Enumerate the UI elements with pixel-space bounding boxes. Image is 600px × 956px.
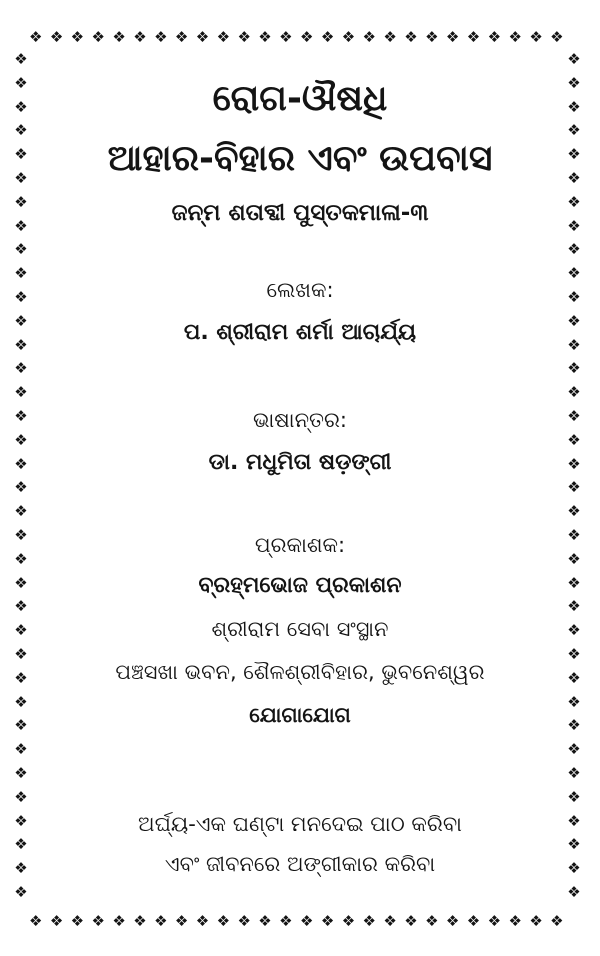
publisher-contact: ଯୋଗାଯୋଗ: [249, 703, 351, 727]
translator-label: ଭାଷାନ୍ତର:: [252, 408, 348, 432]
author-name: ପ. ଶ୍ରୀରାମ ଶର୍ମା ଆଚାର୍ଯ୍ୟ: [183, 320, 417, 345]
ornament-border-left: ❖ ❖ ❖ ❖ ❖ ❖ ❖ ❖ ❖ ❖ ❖ ❖ ❖ ❖ ❖ ❖ ❖ ❖ ❖ ❖ ❖ ❖ ❖ ❖ ❖ ❖ ❖ ❖ ❖ ❖ ❖ ❖ ❖ ❖ ❖ ❖: [14, 50, 28, 901]
translator-name: ଡା. ମଧୁମିତା ଷଡ଼ଙ୍ଗୀ: [208, 450, 392, 475]
ornament-border-top: ❖❖❖❖❖❖❖❖❖❖❖❖❖❖❖❖❖❖❖❖❖❖❖❖❖❖: [28, 30, 572, 46]
ornament-border-bottom: ❖❖❖❖❖❖❖❖❖❖❖❖❖❖❖❖❖❖❖❖❖❖❖❖❖❖: [28, 914, 572, 930]
book-title-line-1: ରୋଗ-ଔଷଧି: [212, 78, 388, 119]
publisher-address: ପଞ୍ଚସଖା ଭବନ, ଶୈଳଶ୍ରୀବିହାର, ଭୁବନେଶ୍ୱର: [115, 660, 485, 684]
price-line-1: ଅର୍ଘ୍ୟ-ଏକ ଘଣ୍ଟା ମନଦେଇ ପାଠ କରିବା: [138, 812, 462, 836]
publisher-name: ବ୍ରହ୍ମଭୋଜ ପ୍ରକାଶନ: [198, 573, 402, 598]
author-label: ଲେଖକ:: [266, 278, 334, 302]
price-line-2: ଏବଂ ଜୀବନରେ ଅଙ୍ଗୀକାର କରିବା: [164, 852, 436, 876]
book-title-line-2: ଆହାର-ବିହାର ଏବଂ ଉପବାସ: [107, 138, 493, 179]
publisher-organization: ଶ୍ରୀରାମ ସେବା ସଂସ୍ଥାନ: [211, 617, 389, 641]
ornament-border-right: ❖ ❖ ❖ ❖ ❖ ❖ ❖ ❖ ❖ ❖ ❖ ❖ ❖ ❖ ❖ ❖ ❖ ❖ ❖ ❖ ❖ ❖ ❖ ❖ ❖ ❖ ❖ ❖ ❖ ❖ ❖ ❖ ❖ ❖ ❖ ❖: [567, 50, 581, 901]
series-title: ଜନ୍ମ ଶତାବ୍ଦୀ ପୁସ୍ତକମାଳା-୩: [171, 200, 429, 226]
publisher-label: ପ୍ରକାଶକ:: [254, 533, 346, 557]
